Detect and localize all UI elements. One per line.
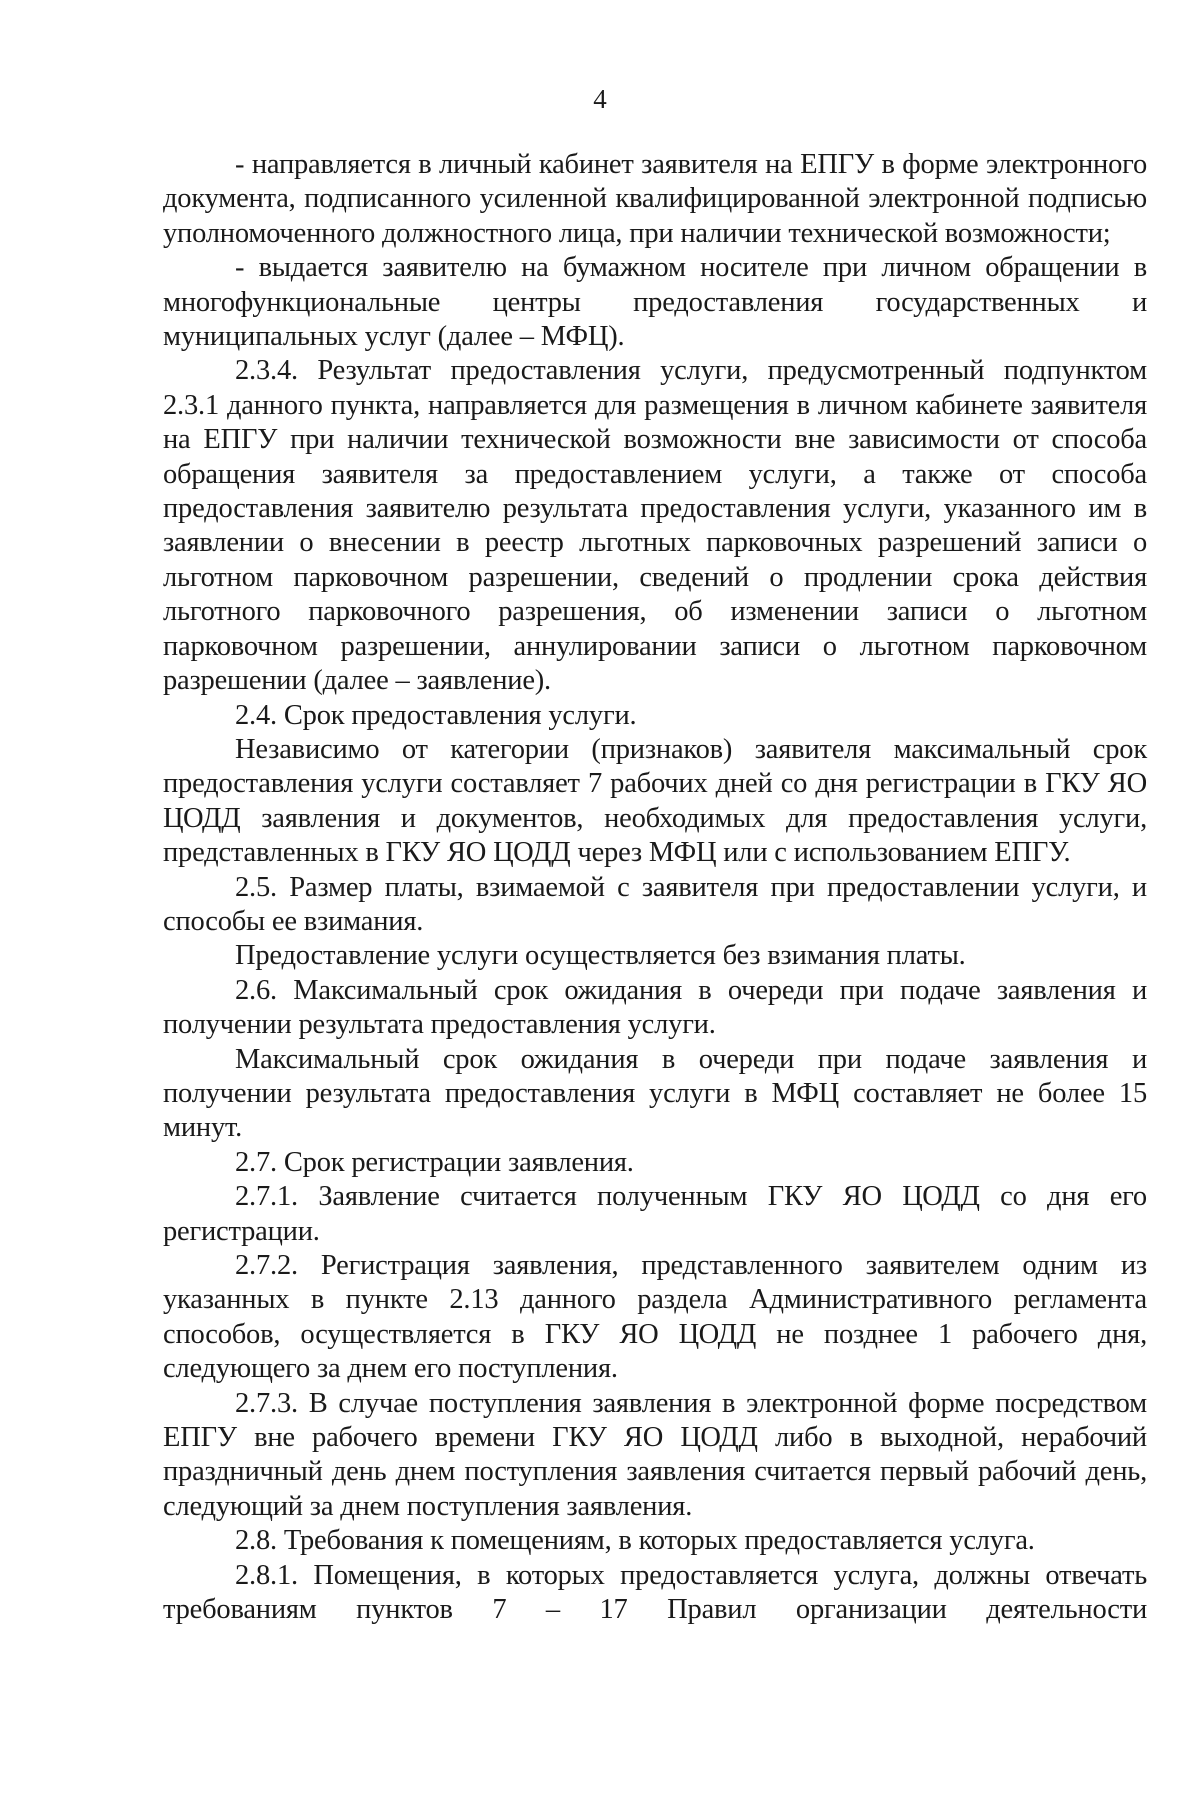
- heading-2-6: 2.6. Максимальный срок ожидания в очереди при подаче заявления и получении результата предоставления услуги.: [163, 974, 1147, 1041]
- heading-2-8: 2.8. Требования к помещениям, в которых предоставляется услуга.: [235, 1525, 1035, 1557]
- paragraph-2-5-free: Предоставление услуги осуществляется без взимания платы.: [235, 940, 966, 972]
- heading-2-7: 2.7. Срок регистрации заявления.: [235, 1146, 634, 1178]
- paragraph-epgu-delivery: - направляется в личный кабинет заявителя на ЕПГУ в форме электронного документа, подписанного усиленной квалифицированной электронной подписью уполномоченного должностного лица, при наличии технической возможности;: [163, 149, 1147, 249]
- document-body: [163, 148, 1147, 1627]
- paragraph-2-7-3: 2.7.3. В случае поступления заявления в электронной форме посредством ЕПГУ вне рабочего времени ГКУ ЯО ЦОДД либо в выходной, нерабочий праздничный день днем поступления заявления считается первый рабочий день, следующий за днем поступления заявления.: [163, 1387, 1147, 1522]
- page-number: 4: [593, 84, 607, 114]
- paragraph-2-7-1: 2.7.1. Заявление считается полученным ГКУ ЯО ЦОДД со дня его регистрации.: [163, 1181, 1147, 1247]
- heading-2-5: 2.5. Размер платы, взимаемой с заявителя при предоставлении услуги, и способы ее взимания.: [163, 871, 1147, 937]
- paragraph-2-6-wait: Максимальный срок ожидания в очереди при подаче заявления и получении результата предоставления услуги в МФЦ составляет не более 15 минут.: [163, 1043, 1147, 1144]
- paragraph-2-4-term: Независимо от категории (признаков) заявителя максимальный срок предоставления услуги составляет 7 рабочих дней со дня регистрации в ГКУ ЯО ЦОДД заявления и документов, необходимых для предоставления услуги, представленных в ГКУ ЯО ЦОДД через МФЦ или с использованием ЕПГУ.: [163, 733, 1147, 869]
- paragraph-paper-delivery: - выдается заявителю на бумажном носителе при личном обращении в многофункциональные центры предоставления государственных и муниципальных услуг (далее – МФЦ).: [163, 252, 1147, 353]
- paragraph-2-7-2: 2.7.2. Регистрация заявления, представленного заявителем одним из указанных в пункте 2.13 данного раздела Административного регламента способов, осуществляется в ГКУ ЯО ЦОДД не позднее 1 рабочего дня, следующего за днем его поступления.: [163, 1250, 1147, 1385]
- paragraph-2-3-4: 2.3.4. Результат предоставления услуги, предусмотренный подпунктом 2.3.1 данного пункта, направляется для размещения в личном кабинете заявителя на ЕПГУ при наличии технической возможности вне зависимости от способа обращения заявителя за предоставлением услуги, а также от способа предоставления заявителю результата предоставления услуги, указанного им в заявлении о внесении в реестр льготных парковочных разрешений записи о льготном парковочном разрешении, сведений о продлении срока действия льготного парковочного разрешения, об изменении записи о льготном парковочном разрешении, аннулировании записи о льготном парковочном разрешении (далее – заявление).: [163, 355, 1147, 697]
- paragraph-2-8-1: 2.8.1. Помещения, в которых предоставляется услуга, должны отвечать требованиям пунктов 7 – 17 Правил организации деятельности: [163, 1559, 1147, 1626]
- heading-2-4: 2.4. Срок предоставления услуги.: [235, 699, 637, 731]
